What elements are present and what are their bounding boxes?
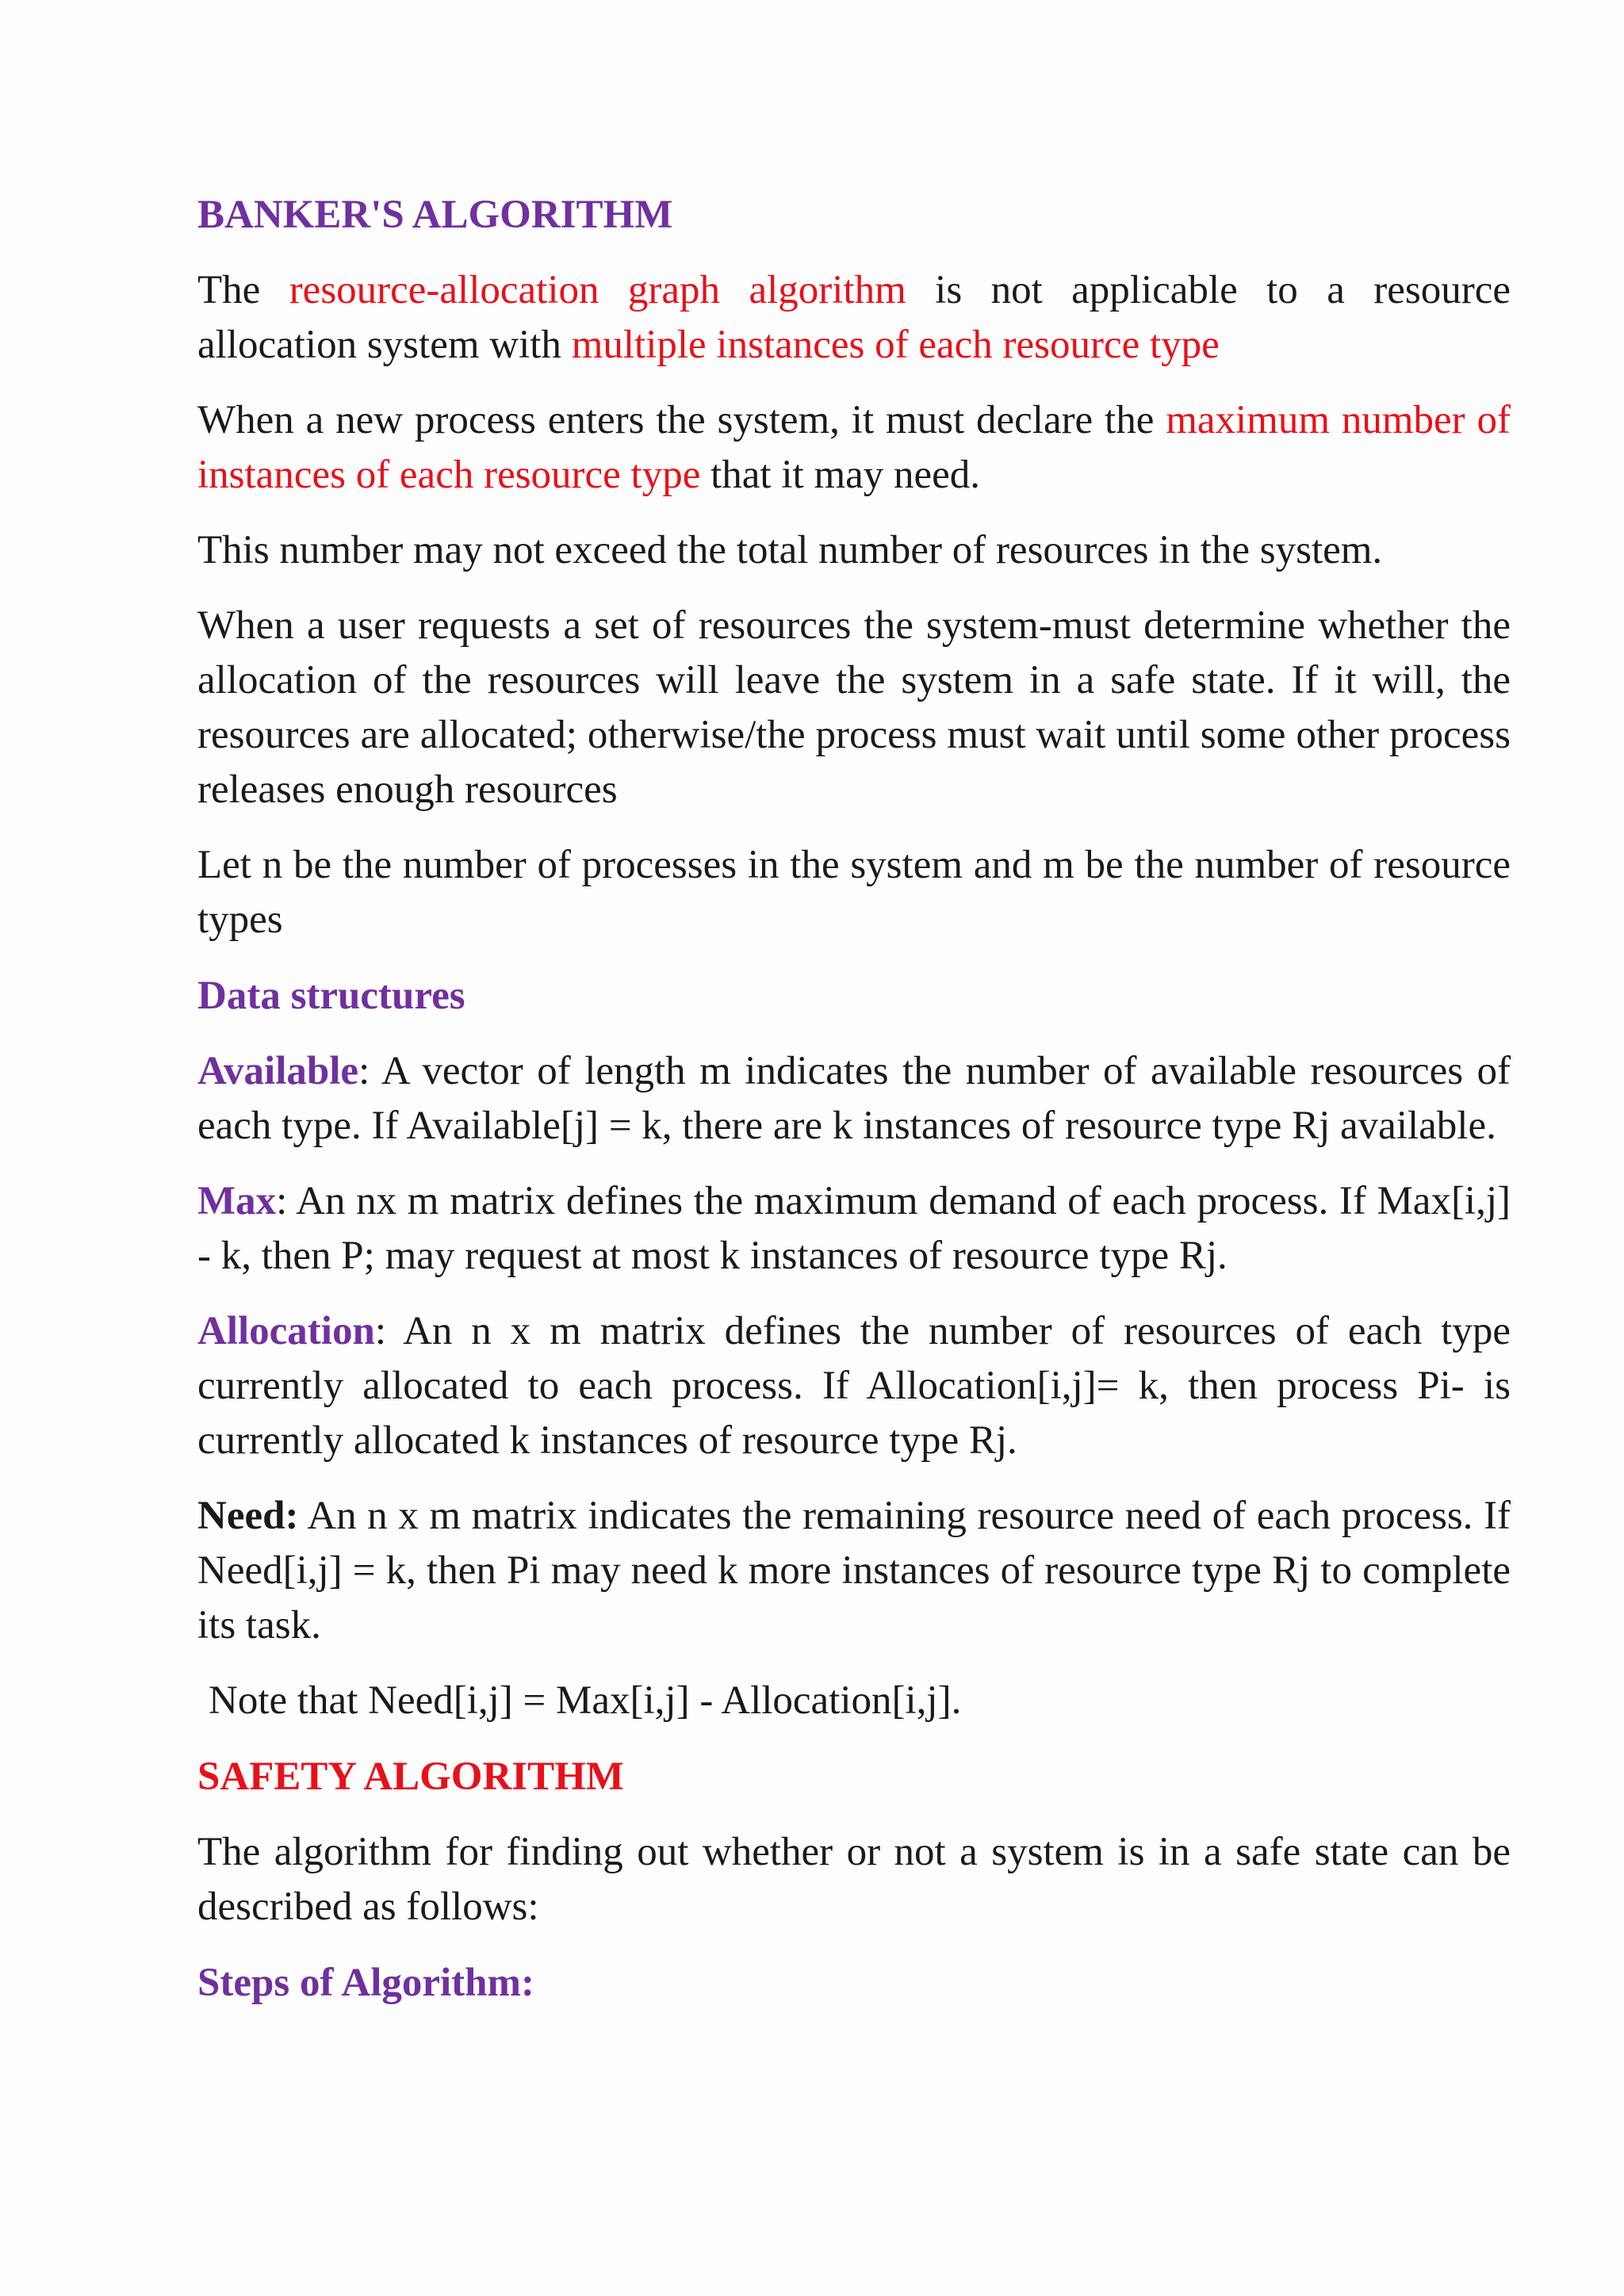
paragraph-max [197,1174,1511,1284]
data-structures-heading: Data structures [197,974,465,1018]
p1-text-2: is not applicable to a resource allocation system with [197,268,1511,367]
paragraph-need [197,1489,1511,1653]
paragraph-total-resources: This number may not exceed the total number of resources in the system. [197,528,1383,572]
max-term: Max [197,1179,277,1223]
paragraph-note: Note that Need[i,j] = Max[i,j] - Allocation[i,j]. [209,1678,962,1723]
bankers-algorithm-heading: BANKER'S ALGORITHM [197,193,673,237]
document-content [197,187,1511,2031]
p1-text-1: The [197,268,289,312]
allocation-text: : An n x m matrix defines the number of resources of each type currently allocated to each process. If Allocation[i,j]= k, then process Pi- is currently allocated k instances of resource type Rj. [197,1309,1511,1463]
need-term: Need: [197,1494,299,1538]
need-text: An n x m matrix indicates the remaining resource need of each process. If Need[i,j] = k, then Pi may need k more instances of resource type Rj to complete its task. [197,1494,1511,1647]
p2-text-2: that it may need. [700,453,981,497]
max-text: : An nx m matrix defines the maximum demand of each process. If Max[i,j] - k, then P; may request at most k instances of resource type Rj. [197,1179,1511,1278]
p2-highlight-1: maximum number of instances of each resource type [197,398,1511,497]
p2-text-1: When a new process enters the system, it must declare the [197,398,1166,442]
available-term: Available [197,1049,359,1093]
paragraph-new-process [197,393,1511,503]
available-text: : A vector of length m indicates the number of available resources of each type. If Available[j] = k, there are k instances of resource type Rj available. [197,1049,1511,1148]
paragraph-safety-intro: The algorithm for finding out whether or not a system is in a safe state can be described as follows: [197,1830,1511,1929]
paragraph-allocation [197,1304,1511,1468]
safety-algorithm-heading: SAFETY ALGORITHM [197,1755,624,1799]
p1-highlight-1: resource-allocation graph algorithm [289,268,906,312]
p1-highlight-2: multiple instances of each resource type [571,323,1220,367]
steps-of-algorithm-heading: Steps of Algorithm: [197,1961,534,2005]
allocation-term: Allocation [197,1309,375,1353]
paragraph-available [197,1044,1511,1154]
paragraph-user-requests: When a user requests a set of resources the system-must determine whether the allocation of the resources will leave the system in a safe state. If it will, the resources are allocated; otherwise/the process must wait until some other process releases enough resources [197,603,1511,812]
paragraph-let-n-m: Let n be the number of processes in the system and m be the number of resource types [197,843,1511,942]
paragraph-resource-allocation [197,263,1511,373]
